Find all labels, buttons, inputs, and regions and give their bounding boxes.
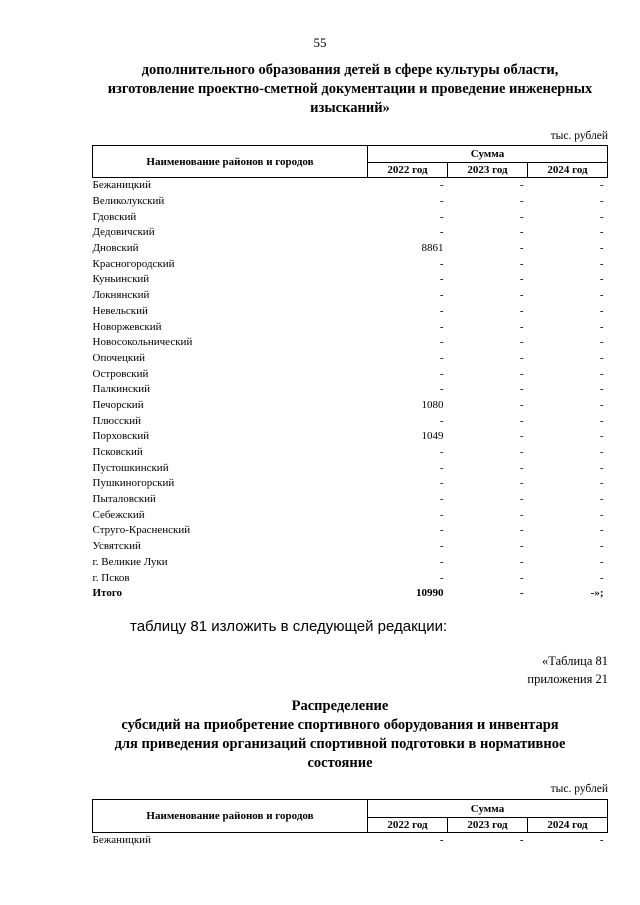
value-2023-cell: - [519,383,524,396]
value-2022-cell: - [439,524,444,537]
value-2024-cell: - [599,257,604,270]
value-2024-cell: - [599,414,604,427]
heading-line: состояние [307,755,373,771]
district-name-cell: Гдовский [92,210,137,223]
value-2022-cell: - [439,304,444,317]
value-2023-cell: - [519,210,524,223]
value-2024-cell: - [599,367,604,380]
district-name-cell: Новосокольнический [92,336,193,349]
table-row [93,194,608,210]
value-2022-cell: - [439,289,444,302]
distribution-heading [100,697,580,773]
value-2024-cell: - [599,383,604,396]
value-2022-cell: - [439,446,444,459]
value-2023-cell: - [519,273,524,286]
district-name-cell: Опочецкий [92,351,145,364]
value-2022-cell: - [439,383,444,396]
value-2022-cell: - [439,477,444,490]
value-2023-cell: - [519,257,524,270]
value-2023-cell: - [519,226,524,239]
value-2023-cell: - [519,555,524,568]
district-name-cell: Псковский [92,446,143,459]
value-2022-cell: 1049 [421,430,444,443]
value-2024-cell: - [599,493,604,506]
table-row [93,833,608,849]
column-header-2023: 2023 год [448,818,528,833]
table-row [93,570,608,586]
district-name-cell: Печорский [92,398,144,411]
value-2022-cell: - [439,351,444,364]
district-name-cell: Итого [92,587,123,600]
table-row [93,555,608,571]
table-row [93,523,608,539]
table-row [93,351,608,367]
value-2022-cell: - [439,414,444,427]
district-name-cell: Пыталовский [92,493,156,506]
district-name-cell: Дедовичский [92,226,155,239]
column-header-2024: 2024 год [528,163,608,178]
column-header-2023: 2023 год [448,163,528,178]
value-2022-cell: 10990 [416,587,444,600]
district-name-cell: Пустошкинский [92,461,169,474]
table-row [93,476,608,492]
district-name-cell: Порховский [92,430,150,443]
sports-equipment-table [92,799,608,849]
table-reference-line: «Таблица 81 [542,654,608,668]
table-reference-line: приложения 21 [527,672,608,686]
column-header-2022: 2022 год [368,818,448,833]
district-name-cell: Струго-Красненский [92,524,191,537]
heading-line: субсидий на приобретение спортивного оборудования и инвентаря [121,717,559,733]
column-header-2022: 2022 год [368,163,448,178]
district-name-cell: Бежаницкий [92,834,151,847]
value-2024-cell: - [599,508,604,521]
district-name-cell: Новоржевский [92,320,162,333]
value-2022-cell: - [439,367,444,380]
value-2024-cell: -»; [590,587,604,600]
value-2022-cell: - [439,336,444,349]
value-2024-cell: - [599,195,604,208]
value-2023-cell: - [519,571,524,584]
district-name-cell: Красногородский [92,257,175,270]
value-2023-cell: - [519,414,524,427]
value-2022-cell: - [439,493,444,506]
table-row [93,241,608,257]
district-name-cell: Себежский [92,508,145,521]
value-2023-cell: - [519,430,524,443]
table-row [93,398,608,414]
column-header-name: Наименование районов и городов [93,800,368,833]
value-2023-cell: - [519,351,524,364]
value-2023-cell: - [519,508,524,521]
district-name-cell: Великолукский [92,195,165,208]
heading-line: изготовление проектно-сметной документации и проведение инженерных [107,81,593,97]
value-2022-cell: - [439,179,444,192]
value-2024-cell: - [599,461,604,474]
value-2023-cell: - [519,320,524,333]
subsidy-table [92,145,608,602]
table-row [93,272,608,288]
value-2023-cell: - [519,336,524,349]
table-row [93,209,608,225]
value-2022-cell: - [439,273,444,286]
table-row [93,382,608,398]
district-name-cell: Дновский [92,242,139,255]
value-2023-cell: - [519,587,524,600]
heading-line: изысканий» [310,100,390,116]
district-name-cell: г. Великие Луки [92,555,168,568]
value-2024-cell: - [599,555,604,568]
value-2023-cell: - [519,195,524,208]
value-2024-cell: - [599,834,604,847]
value-2024-cell: - [599,226,604,239]
table-row [93,366,608,382]
value-2023-cell: - [519,179,524,192]
table-row [93,225,608,241]
value-2023-cell: - [519,540,524,553]
district-name-cell: Усвятский [92,540,141,553]
units-label: тыс. рублей [550,783,608,795]
column-header-sum: Сумма [368,800,608,818]
column-header-sum: Сумма [368,146,608,163]
value-2024-cell: - [599,273,604,286]
value-2024-cell: - [599,210,604,223]
value-2022-cell: - [439,555,444,568]
units-label: тыс. рублей [550,130,608,142]
table-row [93,288,608,304]
table-body [93,178,608,602]
table-row [93,445,608,461]
value-2024-cell: - [599,289,604,302]
value-2024-cell: - [599,398,604,411]
table-row [93,319,608,335]
district-name-cell: г. Псков [92,571,130,584]
value-2022-cell: - [439,571,444,584]
district-name-cell: Пушкиногорский [92,477,175,490]
table-row [93,492,608,508]
table-row [93,178,608,194]
value-2023-cell: - [519,398,524,411]
value-2022-cell: 1080 [421,398,444,411]
value-2024-cell: - [599,242,604,255]
value-2023-cell: - [519,304,524,317]
value-2022-cell: - [439,834,444,847]
district-name-cell: Плюсский [92,414,142,427]
table-row [93,539,608,555]
district-name-cell: Островский [92,367,149,380]
value-2024-cell: - [599,179,604,192]
value-2024-cell: - [599,320,604,333]
value-2023-cell: - [519,524,524,537]
table-row [93,256,608,272]
heading-line: дополнительного образования детей в сфере культуры области, [141,62,559,78]
district-name-cell: Куньинский [92,273,150,286]
column-header-2024: 2024 год [528,818,608,833]
value-2024-cell: - [599,336,604,349]
value-2024-cell: - [599,430,604,443]
section-heading [80,61,620,118]
district-name-cell: Бежаницкий [92,179,151,192]
table-row [93,304,608,320]
table-total-row [93,586,608,602]
value-2024-cell: - [599,446,604,459]
table-row [93,460,608,476]
value-2022-cell: 8861 [421,242,444,255]
value-2023-cell: - [519,242,524,255]
value-2023-cell: - [519,834,524,847]
instruction-text: таблицу 81 изложить в следующей редакции: [130,618,448,635]
district-name-cell: Невельский [92,304,148,317]
heading-line: для приведения организаций спортивной подготовки в нормативное [114,736,566,752]
value-2024-cell: - [599,540,604,553]
value-2024-cell: - [599,304,604,317]
value-2024-cell: - [599,477,604,490]
value-2023-cell: - [519,477,524,490]
table-row [93,335,608,351]
value-2022-cell: - [439,461,444,474]
value-2022-cell: - [439,195,444,208]
table-row [93,429,608,445]
value-2022-cell: - [439,540,444,553]
table-row [93,413,608,429]
table-body [93,833,608,849]
value-2024-cell: - [599,351,604,364]
value-2023-cell: - [519,461,524,474]
heading-line: Распределение [291,698,389,714]
column-header-name: Наименование районов и городов [93,146,368,178]
value-2024-cell: - [599,524,604,537]
value-2022-cell: - [439,320,444,333]
value-2022-cell: - [439,257,444,270]
value-2022-cell: - [439,210,444,223]
value-2023-cell: - [519,289,524,302]
value-2022-cell: - [439,226,444,239]
value-2023-cell: - [519,493,524,506]
district-name-cell: Палкинский [92,383,151,396]
district-name-cell: Локнянский [92,289,150,302]
value-2023-cell: - [519,367,524,380]
value-2024-cell: - [599,571,604,584]
table-row [93,507,608,523]
value-2022-cell: - [439,508,444,521]
value-2023-cell: - [519,446,524,459]
page-number: 55 [313,35,327,50]
